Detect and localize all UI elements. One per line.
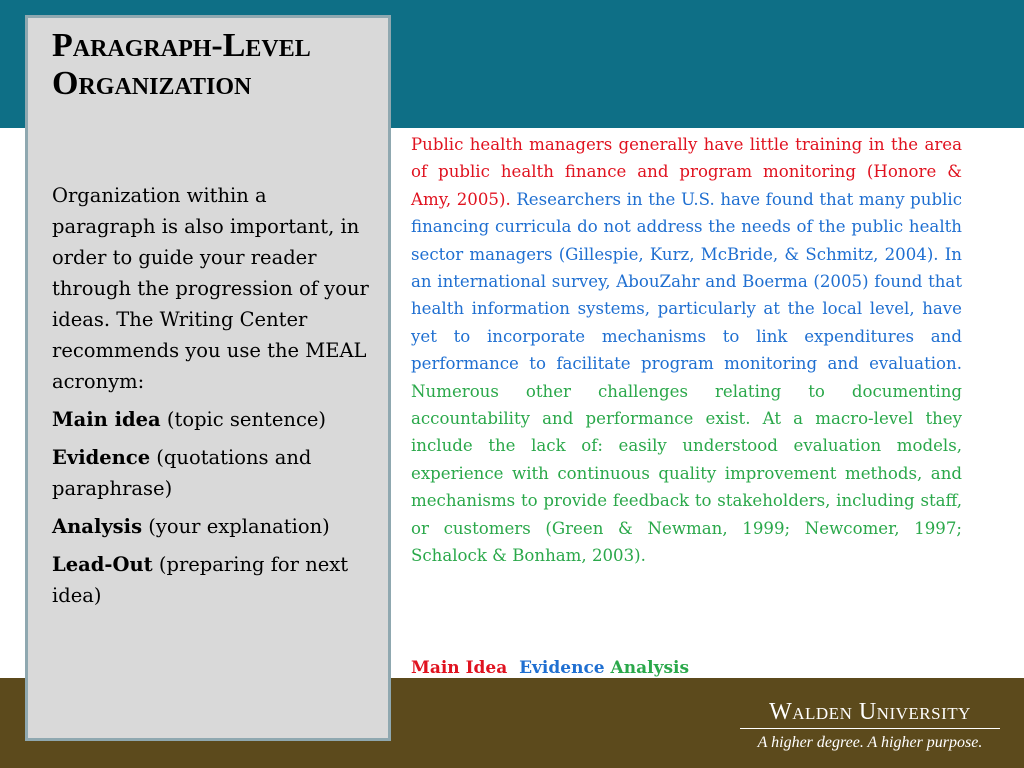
legend-analysis: Analysis [610, 658, 690, 678]
meal-desc: (preparing for next idea) [52, 553, 349, 607]
meal-term: Evidence [52, 446, 151, 469]
meal-item-lead-out [52, 549, 372, 611]
evidence-sentences: Researchers in the U.S. have found that many public financing curricula do not address the needs of the public health sector managers (Gillespie, Kurz, McBride, & Schmitz, 2004). In an international survey, AbouZahr and Boerma (2005) found that health information systems, particularly at the local level, have yet to incorporate mechanisms to link expenditures and performance to facilitate program monitoring and evaluation. [411, 189, 962, 374]
meal-explanation [52, 180, 372, 618]
sample-paragraph [411, 131, 962, 570]
meal-desc: (topic sentence) [160, 408, 327, 431]
color-legend [411, 656, 689, 680]
meal-term: Main idea [52, 408, 161, 431]
meal-item-analysis [52, 511, 372, 542]
analysis-sentences: Numerous other challenges relating to documenting accountability and performance exist. At a macro-level they include the lack of: easily understood evaluation models, experience with continuous quality improvement methods, and mechanisms to provide feedback to stakeholders, including staff, or customers (Green & Newman, 1999; Newcomer, 1997; Schalock & Bonham, 2003). [411, 381, 962, 566]
meal-item-evidence [52, 442, 372, 504]
intro-text: Organization within a paragraph is also important, in order to guide your reader through the progression of your ideas. The Writing Center recommends you use the MEAL acronym: [52, 184, 369, 393]
legend-evidence: Evidence [519, 658, 605, 678]
logo-tagline: A higher degree. A higher purpose. [757, 734, 983, 751]
meal-item-main-idea [52, 404, 372, 435]
main-idea-sentence: Public health managers generally have little training in the area of public health finance and program monitoring (Honore & Amy, 2005). [411, 135, 962, 209]
legend-main-idea: Main Idea [411, 658, 508, 678]
walden-logo [740, 698, 1000, 754]
meal-term: Lead-Out [52, 553, 153, 576]
logo-name: Walden University [740, 698, 1000, 729]
meal-term: Analysis [52, 515, 143, 538]
meal-desc: (quotations and paraphrase) [52, 446, 312, 500]
meal-desc: (your explanation) [142, 515, 330, 538]
slide-title: Paragraph-Level Organization [52, 27, 311, 102]
